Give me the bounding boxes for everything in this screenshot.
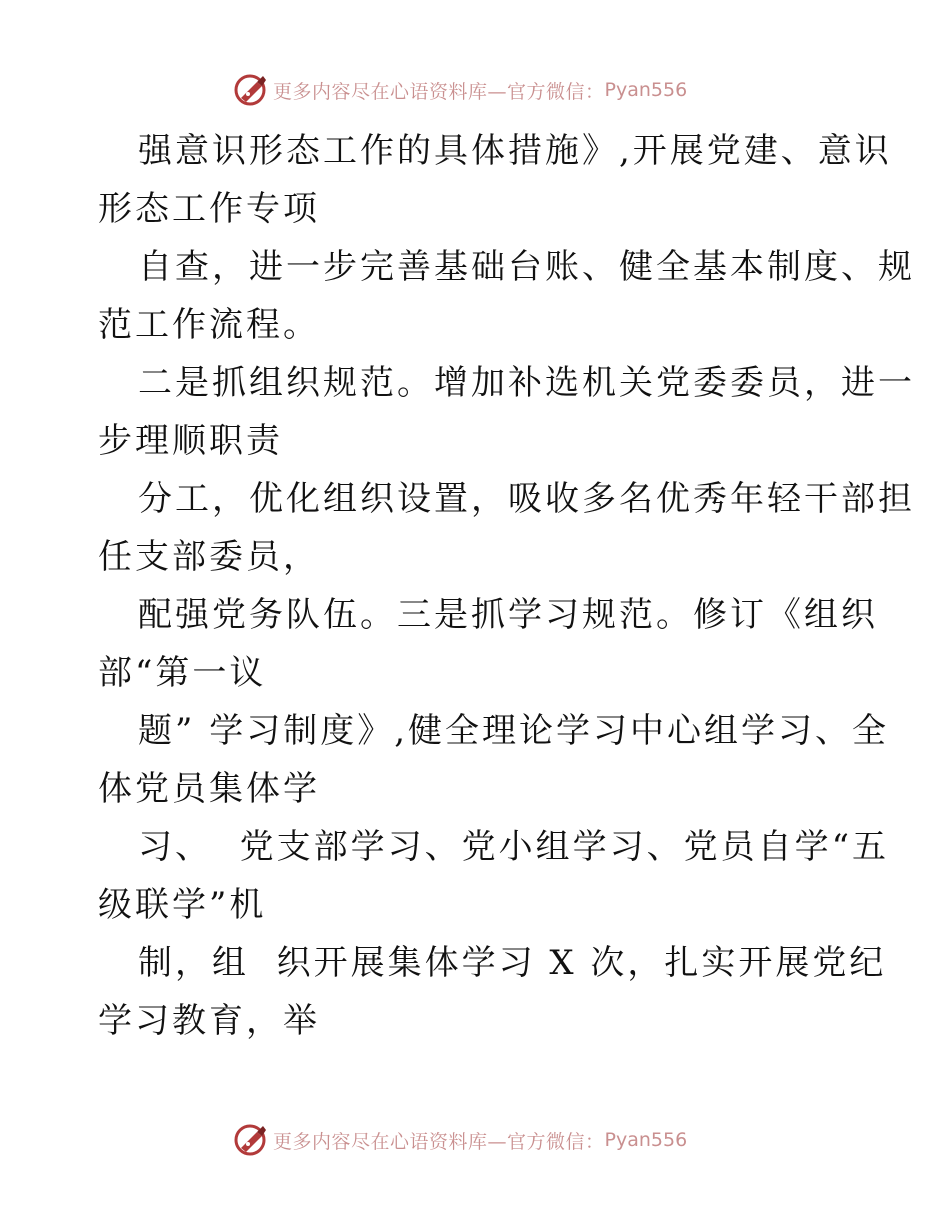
body-line: 级联学”机 xyxy=(98,885,267,925)
footer-banner xyxy=(233,1120,687,1160)
body-line: 题” 学习制度》,健全理论学习中心组学习、全 xyxy=(138,711,889,751)
footer-wechat-id: Pyan556 xyxy=(604,1129,688,1151)
header-banner xyxy=(233,70,687,110)
body-line: 任支部委员， xyxy=(98,537,320,577)
body-line: 范工作流程。 xyxy=(98,305,320,345)
body-line: 二是抓组织规范。增加补选机关党委委员，进一 xyxy=(138,363,915,403)
body-line: 学习教育，举 xyxy=(98,1001,320,1041)
body-line: 配强党务队伍。三是抓学习规范。修订《组织 xyxy=(138,595,878,635)
body-line: 步理顺职责 xyxy=(98,421,283,461)
body-line: 习、 党支部学习、党小组学习、党员自学“五 xyxy=(138,827,889,867)
pen-nib-logo-icon xyxy=(233,1122,269,1158)
header-wechat-id: Pyan556 xyxy=(604,79,688,101)
header-banner-text: 更多内容尽在心语资料库—官方微信： xyxy=(273,80,605,103)
body-line: 制，组 织开展集体学习 X 次，扎实开展党纪 xyxy=(138,943,887,983)
footer-banner-text: 更多内容尽在心语资料库—官方微信： xyxy=(273,1130,605,1153)
body-line: 分工，优化组织设置，吸收多名优秀年轻干部担 xyxy=(138,479,915,519)
body-line: 自查，进一步完善基础台账、健全基本制度、规 xyxy=(138,247,915,287)
body-line: 强意识形态工作的具体措施》,开展党建、意识 xyxy=(138,131,892,171)
body-line: 部“第一议 xyxy=(98,653,267,693)
body-line: 形态工作专项 xyxy=(98,189,320,229)
document-body xyxy=(98,122,915,1050)
body-line: 体党员集体学 xyxy=(98,769,320,809)
pen-nib-logo-icon xyxy=(233,72,269,108)
